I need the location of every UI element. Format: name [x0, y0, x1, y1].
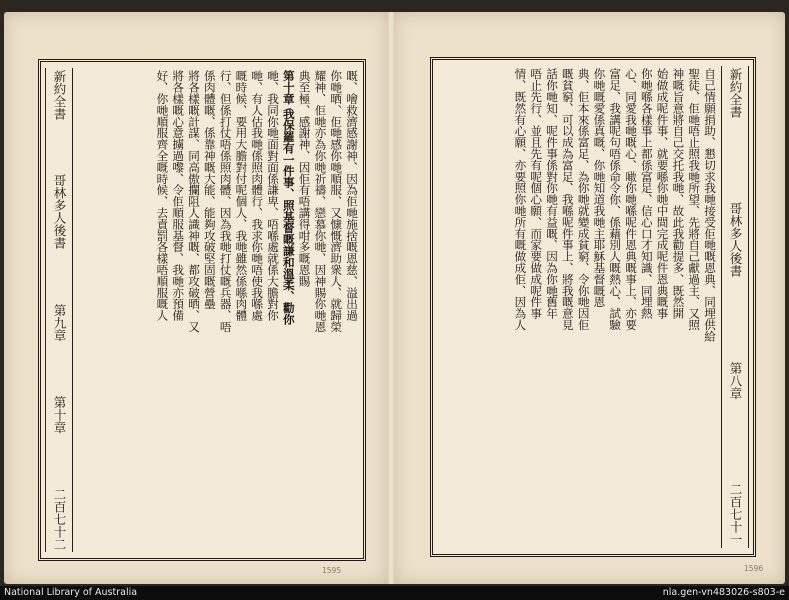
text-column: 將各樣嘅計謀、同高傲攔阻人識神嘅、都攻破晒、又 — [187, 70, 202, 333]
right-catalog-stamp: 1596 — [744, 564, 764, 573]
left-header-chapter: 第九章 — [52, 303, 67, 342]
text-column: 哋、我同你哋面對面係謙卑、唔喺處就係大膽對你 — [266, 70, 281, 321]
right-header-epistle: 哥林多人後書 — [728, 202, 743, 278]
text-column: 典至極、感謝神、因佢有唔講得咁多嘅恩賜 — [297, 70, 312, 287]
text-column: 你哋晒、佢哋感你哋順服、又慷慨濟助衆人、就歸榮 — [329, 70, 344, 333]
left-page-frame — [38, 59, 366, 561]
left-page-text — [77, 70, 359, 550]
text-column: 耀神、佢哋亦為你哋祈禱、戀慕你哋、因神賜你哋恩 — [313, 70, 328, 333]
left-header-page-number: 二百七十二 — [52, 487, 67, 550]
right-page-text — [437, 68, 717, 546]
text-column: 始做成呢件事、就要喺你哋中間完成呢件恩典嘅事 — [655, 68, 670, 319]
left-header-chapter-next: 第十章 — [52, 395, 67, 434]
footer-institution: National Library of Australia — [4, 587, 138, 598]
text-column: 神嘅旨意將自己交托我哋、故此我勸提多、既然開 — [671, 68, 686, 319]
text-column: 心、同愛我哋嘅心、噉你哋喺呢件恩典嘅事上、亦要 — [624, 68, 639, 331]
text-column: 行、但係打仗唔係照肉體、因為我哋打仗嘅兵器、唔 — [218, 70, 233, 333]
left-page — [4, 12, 388, 584]
left-page-header — [45, 68, 73, 552]
left-header-epistle: 哥林多人後書 — [52, 174, 67, 250]
text-column: 自己情願捐助、懇切求我哋接受佢哋嘅恩典、同埋供給 — [703, 68, 717, 342]
text-column: 嘅時候、要用大膽對付呢個人、我哋雖然係喺肉體 — [234, 70, 249, 321]
left-header-book-title: 新約全書 — [52, 70, 67, 120]
text-column: 你哋嘅愛係真嘅、你哋知道我哋主耶穌基督嘅恩 — [592, 68, 607, 308]
right-header-chapter: 第八章 — [728, 361, 743, 400]
text-column: 聖徒、佢哋唔止照我哋所望、先將自己獻過主、又照 — [687, 68, 702, 331]
text-column: 富足、我講呢句唔係命令你、係藉別人嘅熱心、試驗 — [608, 68, 623, 331]
right-page — [394, 12, 785, 584]
text-column: 將各樣嘅心意擄過嚟、令佢順服基督、我哋亦預備 — [171, 70, 186, 321]
right-header-page-number: 二百七十一 — [728, 483, 743, 546]
text-column: 你哋喺各樣事上都係富足、信心口才知識、同埋熱 — [639, 68, 654, 319]
text-column: 情、既然有心願、亦要照你哋所有嘅做成佢、因為人 — [513, 68, 528, 331]
text-column: 係肉體嘅、係靠神嘅大能、能夠攻破堅固嘅營壘 — [202, 70, 217, 310]
text-column: 第十章 我保羅有一件事、照基督嘅謙和溫柔、勸你 — [281, 70, 296, 325]
right-header-book-title: 新約全書 — [728, 68, 743, 118]
right-page-header — [721, 66, 749, 548]
text-column: 嘅貧窮、可以成為富足、我喺呢件事上、將我嘅意見 — [560, 68, 575, 331]
right-page-frame — [430, 57, 756, 557]
text-column: 典、佢本來係富足、為你哋就變成貧窮、令你哋因佢 — [576, 68, 591, 331]
footer-bar — [0, 586, 789, 600]
footer-identifier: nla.gen-vn483026-s803-e — [662, 587, 785, 598]
text-column: 哋、有人估我哋係照肉體行、我求你哋唔使我喺處 — [250, 70, 265, 321]
left-catalog-stamp: 1595 — [322, 566, 342, 575]
text-column: 唔止先行、並且先有呢個心願、而家要做成呢件事 — [529, 68, 544, 319]
text-column: 好、你哋順服齊全嘅時候、去責罰各樣唔順服嘅人 — [155, 70, 170, 321]
text-column: 話你哋知、呢件事係對你哋有益嘅、因為你哋舊年 — [545, 68, 560, 319]
text-column: 嘅、噲救濟感謝神、因為佢哋施捨嘅恩慈、溢出過 — [345, 70, 359, 321]
